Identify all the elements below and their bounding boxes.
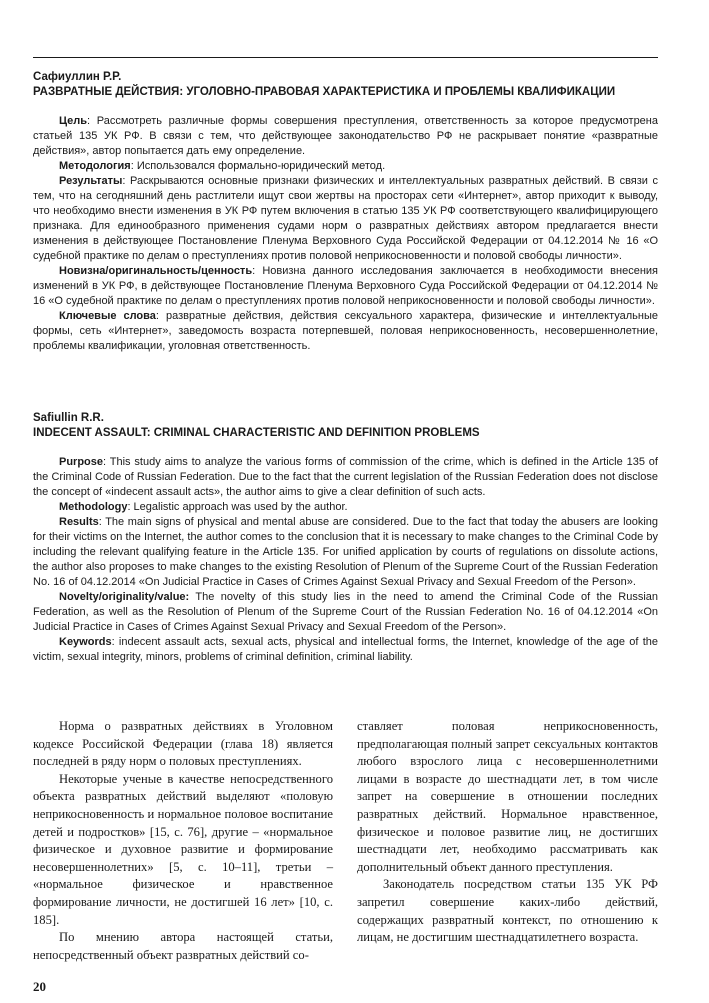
body-paragraph: Законодатель посредством статьи 135 УК РФ запретил совершение каких-либо действий, содержащих развратный контекст, по отношению к лицам, не достигшим шестнадцатилетнего возраста.	[357, 877, 658, 945]
purpose-en-label: Purpose	[59, 456, 104, 468]
keywords-ru	[33, 309, 658, 354]
novelty-ru-text: : Новизна данного исследования заключается в необходимости внесения изменений в УК РФ, в действующее Постановление Пленума Верховного Суда Российской Федерации от 04.12.2014 № 16 «О судебной практике по делам о преступлениях против половой неприкосновенности и половой свободы личности».	[33, 265, 658, 307]
body-paragraph: Некоторые ученые в качестве непосредственного объекта развратных действий выделяют «половую неприкосновенность и нормальное половое воспитание детей и подростков» [15, с. 76], другие – «нормальное физическое и духовное развитие и формирование несовершеннолетних» [5, с. 10–11], третьи – «нормальное физическое и нравственное формирование личности, не достигшей 16 лет» [10, с. 185].	[33, 771, 333, 927]
novelty-en	[33, 590, 658, 635]
novelty-ru	[33, 264, 658, 309]
body-paragraph: По мнению автора настоящей статьи, непосредственный объект развратных действий со-	[33, 930, 333, 962]
methodology-ru	[33, 159, 658, 174]
keywords-ru-text: : развратные действия, действия сексуального характера, физические и интеллектуальные формы, сеть «Интернет», заведомость возраста потерпевшей, половая неприкосновенность, несовершеннолетние, проблемы квалификации, уголовная ответственность.	[33, 310, 658, 352]
title-en: INDECENT ASSAULT: CRIMINAL CHARACTERISTIC AND DEFINITION PROBLEMS	[33, 427, 480, 439]
keywords-en-text: : indecent assault acts, sexual acts, physical and intellectual forms, the Internet, knowledge of the age of the victim, sexual integrity, minors, problems of criminal definition, criminal liability.	[33, 636, 658, 663]
title-ru: РАЗВРАТНЫЕ ДЕЙСТВИЯ: УГОЛОВНО-ПРАВОВАЯ ХАРАКТЕРИСТИКА И ПРОБЛЕМЫ КВАЛИФИКАЦИИ	[33, 86, 616, 98]
methodology-en-text: : Legalistic approach was used by the author.	[127, 501, 348, 513]
methodology-ru-label: Методология	[59, 160, 131, 172]
keywords-en	[33, 635, 658, 665]
results-ru	[33, 174, 658, 264]
body-column-right	[357, 718, 658, 947]
header-rule	[33, 57, 658, 58]
author-en: Safiullin R.R.	[33, 412, 104, 424]
results-en	[33, 515, 658, 590]
methodology-ru-text: : Использовался формально-юридический метод.	[130, 160, 386, 172]
results-ru-text: : Раскрываются основные признаки физических и интеллектуальных развратных действий. В связи с тем, что на сегодняшний день растлители ищут свои жертвы на просторах сети «Интернет», автор приходит к выводу, что необходимо внести изменения в УК РФ путем включения в статью 135 УК РФ соответствующего квалифицирующего признака. Для единообразного применения судами норм о развратных действиях автором предлагается внести изменения в действующее Постановление Пленума Верховного Суда Российской Федерации от 04.12.2014 № 16 «О судебной практике по делам о преступлениях против половой неприкосновенности и половой свободы личности».	[33, 175, 658, 262]
purpose-ru	[33, 114, 658, 159]
body-paragraph-continuation: ставляет половая неприкосновенность, предполагающая полный запрет сексуальных контактов любого взрослого лица с несовершеннолетними лицами в возрасте до шестнадцати лет, в том числе запрет на совершение в отношении последних развратных действий. Нормальное нравственное, физическое и половое развитие лиц, не достигших шестнадцати лет, необходимо рассматривать как дополнительный объект данного преступления.	[357, 719, 658, 874]
novelty-en-label: Novelty/originality/value:	[59, 591, 190, 603]
body-paragraph: Норма о развратных действиях в Уголовном кодексе Российской Федерации (глава 18) является последней в ряду норм о половых преступлениях.	[33, 719, 333, 769]
results-en-text: : The main signs of physical and mental abuse are considered. Due to the fact that today the abusers are looking for their victims on the Internet, the author comes to the conclusion that it is necessary to make changes to the Criminal Code by including the relevant qualifying feature in the Article 135. For unified application by courts of regulations on dissolute actions, the author also proposes to make changes to the existing Resolution of Plenum of the Supreme Court of the Russian Federation No. 16 of 04.12.2014 «On Judicial Practice in Cases of Crimes Against Sexual Privacy and Sexual Freedom of the Person».	[33, 516, 658, 588]
abstract-ru-body	[33, 114, 658, 354]
novelty-ru-label: Новизна/оригинальность/ценность	[59, 265, 253, 277]
abstract-ru	[33, 70, 658, 354]
abstract-en	[33, 411, 658, 665]
purpose-en	[33, 455, 658, 500]
results-ru-label: Результаты	[59, 175, 123, 187]
body-column-left	[33, 718, 333, 964]
purpose-en-text: : This study aims to analyze the various forms of commission of the crime, which is defined in the Article 135 of the Criminal Code of Russian Federation. Due to the fact that the current legislation of the Russian Federation does not disclose the concept of «indecent assault acts», the author aims to give a clear definition of such acts.	[33, 456, 658, 498]
results-en-label: Results	[59, 516, 99, 528]
methodology-en	[33, 500, 658, 515]
page-number: 20	[33, 979, 46, 994]
novelty-en-text: The novelty of this study lies in the need to amend the Criminal Code of the Russian Federation, as well as the Resolution of Plenum of the Supreme Court of the Russian Federation No. 16 of 04.12.2014 «On Judicial Practice in Cases of Crimes Against Sexual Privacy and Sexual Freedom of the Person».	[33, 591, 658, 633]
purpose-ru-label: Цель	[59, 115, 88, 127]
purpose-ru-text: : Рассмотреть различные формы совершения преступления, ответственность за которое предусмотрена статьей 135 УК РФ. В связи с тем, что действующее законодательство РФ не раскрывает понятие «развратные действия», автор попытается дать ему определение.	[33, 115, 658, 157]
keywords-ru-label: Ключевые слова	[59, 310, 156, 322]
keywords-en-label: Keywords	[59, 636, 112, 648]
abstract-en-body	[33, 455, 658, 665]
methodology-en-label: Methodology	[59, 501, 128, 513]
author-ru: Сафиуллин Р.Р.	[33, 71, 122, 83]
